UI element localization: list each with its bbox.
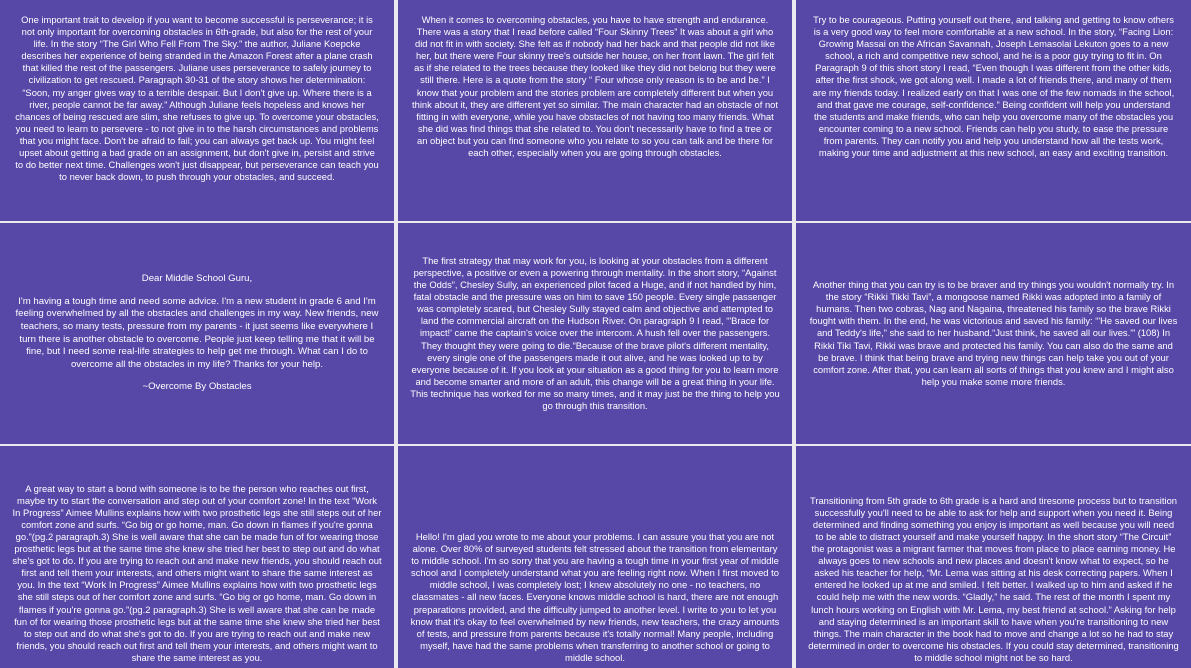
note-card-against-the-odds[interactable] (398, 223, 792, 444)
note-text: Try to be courageous. Putting yourself out there, and talking and getting to know others is a very good way to feel more comfortable at a new school. In the story, “Facing Lion: Growing Massai on the African Savannah, Joseph Lemasolai Lekuton goes to a new school, a rich and competitive new school, and he is a poor guy trying to fit in. On Paragraph 9 of this short story I read, “Even though I was different from the other kids, after the first shock, we got along well. I made a lot of friends there, and many of them are my friends today. I realized early on that I was one of the few nomads in the school, and that gave me courage, self-confidence.” Being confident will help you understand the students and make friends, who can help you overcome many of the obstacles you encounter coming to a new school. Friends can help you study, to ease the pressure from parents. They can notify you and help you understand how all the tests work, making your time and adjustment at this new school, an easy and exciting transition. (812, 14, 1175, 159)
note-card-letter[interactable] (0, 223, 394, 444)
letter-body: I'm having a tough time and need some advice. I'm a new student in grade 6 and I'm feeling overwhelmed by all the obstacles and challenges in my way. New friends, new teachers, so many tests, pressure from my parents - it just seems like everywhere I turn there is another obstacle to overcome. People just keep telling me that it will be fine, but I need some real-life strategies to help get me through. What can I do to overcome all the obstacles in my life? Thanks for your help. (15, 295, 379, 370)
note-text: One important trait to develop if you want to become successful is perseverance; it is not only important for overcoming obstacles in 6th-grade, but also for the rest of your life. In the story “The Girl Who Fell From The Sky.” the author, Juliane Koepcke describes her experience of being stranded in the Amazon Forest after a plane crash that killed the rest of the passengers. Juliane uses perseverance to safely journey to civilization to get rescued. Paragraph 30-31 of the story shows her determination: “Soon, my anger gives way to a terrible despair. But I don't give up. Where there is a river, people cannot be far away.” Although Juliane feels hopeless and knows her chances of being rescued are slim, she refuses to give up. To overcome your obstacles, you need to learn to persevere - to not give in to the harsh circumstances and problems that you might face. Don't be afraid to fail; you can always get back up. You might feel upset about getting a bad grade on an assignment, but don't give in, persist and strive to do better next time. Challenges won't just disappear, but perseverance can teach you to never back down, to push through your obstacles, and succeed. (15, 14, 379, 183)
letter-signature: ~Overcome By Obstacles (142, 381, 252, 393)
note-text: A great way to start a bond with someone is to be the person who reaches out first, maybe try to start the conversation and step out of your comfort zone! In the text “Work In Progress” Aimee Mullins explains how with two prosthetic legs she still steps out of her comfort zone and surfs. “Go big or go home, man. Go down in flames if you're gonna go.”(pg.2 paragraph.3) She is well aware that she can be made fun of for wearing those prosthetic legs but at the same time she knew she tried her best to step out and do what she's got to do. If you are trying to reach out and make new friends, you should reach out first and tell them your interests, and others might want to share the same interest as you. In the text “Work In Progress” Aimee Mullins explains how with two prosthetic legs she still steps out of her comfort zone and surfs. “Go big or go home, man. Go down in flames if you're gonna go.”(pg.2 paragraph.3) She is well aware that she can be made fun of for wearing those prosthetic legs but at the same time she knew she tried her best to step out and do what she's got to do. If you are trying to reach out and make new friends, you should reach out first and tell them your interests, and others might want to share the same interest as you. (12, 482, 382, 663)
note-text: Another thing that you can try is to be braver and try things you wouldn't normally try. In the story “Rikki Tikki Tavi”, a mongoose named Rikki was adopted into a family of humans. Then two cobras, Nag and Nagaina, threatened his family so the brave Rikki fought with them. In the end, he was victorious and saved his family: “'He saved our lives and Teddy's life,” she said to her husband.“Just think, he saved all our lives.'” (108) In Rikki Tiki Tavi, Rikki was brave and protected his family. You can also do the same and be brave. I think that being brave and trying new things can help take you out of your comfort zone. After that, you can learn all sorts of things that you knew and I might also help you make some more friends. (809, 279, 1178, 387)
note-card-four-skinny-trees[interactable] (398, 0, 792, 221)
note-text: Transitioning from 5th grade to 6th grade is a hard and tiresome process but to transition successfully you'll need to be able to ask for help and support when you need it. Being determined and finding something you enjoy is important as well because you will need to be able to distract yourself and make yourself happy. In the short story “The Circuit” the protagonist was a migrant farmer that moves from place to place earning money. He always goes to new schools and new places and doesn't know what to expect, so he asked his teacher for help, “Mr. Lema was sitting at his desk correcting papers. When I entered he looked up at me and smiled. I felt better. I walked up to him and asked if he could help me with the new words. “Gladly,” he said. The rest of the month I spent my lunch hours working on English with Mr. Lema, my best friend at school.” Asking for help and staying determined is an important skill to have when you're transitioning to new things. The main character in the book had to move and change a lot so he had to stay determined in order to overcome his obstacles. If you could stay determined, transitioning to middle school might not be so hard. (808, 494, 1179, 663)
letter-greeting: Dear Middle School Guru, (141, 273, 253, 285)
note-card-the-circuit[interactable] (796, 446, 1191, 668)
note-card-perseverance[interactable] (0, 0, 394, 221)
note-text: When it comes to overcoming obstacles, you have to have strength and endurance. There was a story that I read before called “Four Skinny Trees” It was about a girl who did not fit in with society. She felt as if nobody had her back and that people did not like her, but there were Four skinny tree's outside her house, on her front lawn. The girl felt as if she related to the trees because they looked like they did not belong but they were still there. Here is a quote from the story “ Four whose only reason is to be and be.” I know that your problem and the stories problem are completely different but when you think about it, they are different yet so similar. The main character had an obstacle of not fitting in with everyone, while you have obstacles of not having too many friends. What she did was find things that she related to. You don't necessarily have to find a tree or an object but you can find someone who you relate to so you can talk and be there for each other, especially when you are going through obstacles. (412, 14, 779, 159)
note-card-rikki-tikki-tavi[interactable] (796, 223, 1191, 444)
note-card-courage[interactable] (796, 0, 1191, 221)
note-card-work-in-progress[interactable] (0, 446, 394, 668)
note-text: The first strategy that may work for you, is looking at your obstacles from a different perspective, a positive or even a powering through mentality. In the short story, “Against the Odds”, Chesley Sully, an experienced pilot faced a Huge, and if not handled by him, fatal obstacle and the pressure was on him to save 150 people. Every single passenger was completely scared, but Chesley Sully stayed calm and objective and attempted to land the commercial aircraft on the Hudson River. On paragraph 9 I read, “'Brace for impact!' came the captain's voice over the intercom. A hush fell over the passengers. They thought they were going to die.”Because of the brave pilot's different mentality, every single one of the passengers made it out alive, and he was looked up to by everyone because of it. If you look at your situation as a good thing for you to learn more and become smarter and more of an adult, this change will be a great thing in your life. This technique has worked for me so many times, and it may just be the thing to help you go through this transition. (410, 254, 780, 412)
note-text: Hello! I'm glad you wrote to me about your problems. I can assure you that you are not alone. Over 80% of surveyed students felt stressed about the transition from elementary to middle school. I'm so sorry that you are having a tough time in your first year of middle school and I completely understand what you are feeling right now. When I first moved to middle school, I was completely lost; I knew absolutely no one - no teachers, no classmates - all new faces. Everyone knows middle school is hard, there are not enough preparations provided, and the difficulty jumped to another level. I write to you to let you know that it's okay to feel overwhelmed by new friends, new teachers, the crazy amounts of tests, and pressure from parents because it's totally normal! Many people, including myself, have had the same problems when transferring to another school or going to middle school. (410, 530, 780, 663)
note-card-reply[interactable] (398, 446, 792, 668)
